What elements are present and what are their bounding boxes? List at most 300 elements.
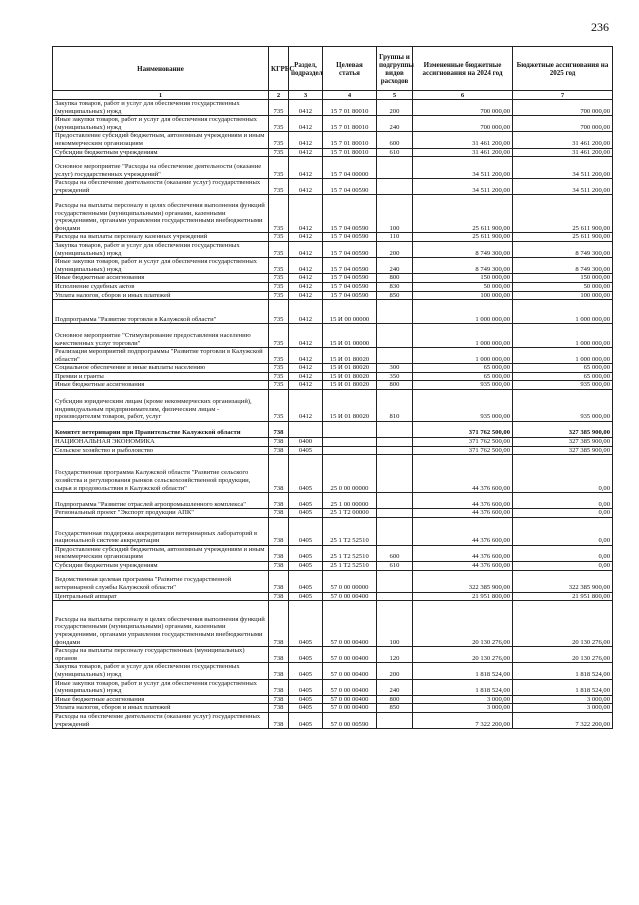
row-target: 15 7 04 00000: [323, 157, 377, 179]
row-name: Центральный аппарат: [53, 592, 269, 601]
row-group: 850: [377, 291, 413, 300]
row-kgrbs: 738: [269, 509, 289, 518]
table-row: [53, 562, 613, 571]
row-name: Реализация мероприятий подпрограммы "Развитие торговли в Калужской области": [53, 348, 269, 364]
table-row: [53, 241, 613, 257]
row-amount-2025: 25 611 900,00: [513, 233, 613, 242]
row-kgrbs: 735: [269, 195, 289, 233]
table-row: [53, 148, 613, 157]
row-amount-2024: 150 000,00: [413, 274, 513, 283]
row-target: 57 0 00 00400: [323, 592, 377, 601]
row-amount-2025: 3 000,00: [513, 695, 613, 704]
row-amount-2024: 44 376 600,00: [413, 517, 513, 545]
row-group: [377, 455, 413, 493]
table-row: [53, 274, 613, 283]
row-name: Закупка товаров, работ и услуг для обеспечения государственных (муниципальных) нужд: [53, 100, 269, 116]
row-amount-2024: 935 000,00: [413, 381, 513, 390]
row-kgrbs: 735: [269, 282, 289, 291]
row-amount-2024: 935 000,00: [413, 390, 513, 422]
row-amount-2025: 8 749 300,00: [513, 241, 613, 257]
row-amount-2024: 371 762 500,00: [413, 438, 513, 447]
table-row: [53, 258, 613, 274]
row-section: 0412: [289, 282, 323, 291]
row-amount-2025: 0,00: [513, 455, 613, 493]
column-number: 4: [323, 91, 377, 100]
row-kgrbs: 738: [269, 647, 289, 663]
table-row: [53, 233, 613, 242]
row-section: 0412: [289, 132, 323, 148]
row-section: 0412: [289, 381, 323, 390]
row-kgrbs: 738: [269, 438, 289, 447]
row-amount-2025: 8 749 300,00: [513, 258, 613, 274]
row-name: Расходы на обеспечение деятельности (оказание услуг) государственных учреждений: [53, 179, 269, 195]
row-amount-2025: 1 000 000,00: [513, 348, 613, 364]
row-section: 0405: [289, 446, 323, 455]
row-amount-2025: 327 385 900,00: [513, 446, 613, 455]
row-section: 0412: [289, 148, 323, 157]
row-group: 810: [377, 390, 413, 422]
row-group: 120: [377, 647, 413, 663]
row-kgrbs: 738: [269, 695, 289, 704]
row-group: [377, 179, 413, 195]
row-section: 0405: [289, 695, 323, 704]
row-section: 0412: [289, 241, 323, 257]
row-name: Уплата налогов, сборов и иных платежей: [53, 704, 269, 713]
row-amount-2025: 700 000,00: [513, 100, 613, 116]
row-name: Субсидии бюджетным учреждениям: [53, 148, 269, 157]
row-amount-2024: 25 611 900,00: [413, 195, 513, 233]
row-amount-2025: 20 130 276,00: [513, 647, 613, 663]
row-amount-2025: 50 000,00: [513, 282, 613, 291]
row-kgrbs: 738: [269, 455, 289, 493]
row-amount-2025: 25 611 900,00: [513, 195, 613, 233]
row-group: 200: [377, 663, 413, 679]
row-group: [377, 446, 413, 455]
row-section: 0405: [289, 517, 323, 545]
row-name: Социальное обеспечение и иные выплаты населению: [53, 364, 269, 373]
row-name: Исполнение судебных актов: [53, 282, 269, 291]
row-target: 15 7 04 00590: [323, 179, 377, 195]
table-row: [53, 132, 613, 148]
row-amount-2024: 1 818 524,00: [413, 663, 513, 679]
row-kgrbs: 735: [269, 274, 289, 283]
row-amount-2025: 0,00: [513, 562, 613, 571]
row-amount-2024: 65 000,00: [413, 364, 513, 373]
row-target: [323, 438, 377, 447]
row-target: 25 1 T2 52510: [323, 517, 377, 545]
row-target: 15 7 04 00590: [323, 258, 377, 274]
row-amount-2025: 20 130 276,00: [513, 601, 613, 647]
row-amount-2025: 322 385 900,00: [513, 570, 613, 592]
row-group: 240: [377, 116, 413, 132]
row-group: 800: [377, 695, 413, 704]
row-kgrbs: 735: [269, 300, 289, 324]
table-row: [53, 157, 613, 179]
row-section: [289, 422, 323, 438]
table-row: [53, 100, 613, 116]
row-amount-2025: 100 000,00: [513, 291, 613, 300]
row-name: Региональный проект "Экспорт продукции АПК": [53, 509, 269, 518]
row-amount-2025: 935 000,00: [513, 390, 613, 422]
row-name: Подпрограмма "Развитие торговли в Калужской области": [53, 300, 269, 324]
row-kgrbs: 735: [269, 258, 289, 274]
row-amount-2024: 25 611 900,00: [413, 233, 513, 242]
row-section: 0412: [289, 372, 323, 381]
row-amount-2024: 7 322 200,00: [413, 712, 513, 728]
row-target: 15 И 01 80020: [323, 390, 377, 422]
row-target: 57 0 00 00400: [323, 663, 377, 679]
row-target: 15 И 01 80020: [323, 348, 377, 364]
row-target: 15 7 04 00590: [323, 282, 377, 291]
row-section: 0412: [289, 300, 323, 324]
row-kgrbs: 735: [269, 390, 289, 422]
column-number: 7: [513, 91, 613, 100]
table-row: [53, 179, 613, 195]
table-row: [53, 509, 613, 518]
row-amount-2025: 0,00: [513, 493, 613, 509]
row-kgrbs: 738: [269, 446, 289, 455]
row-amount-2025: 34 511 200,00: [513, 157, 613, 179]
row-name: Премии и гранты: [53, 372, 269, 381]
row-target: 57 0 00 00400: [323, 601, 377, 647]
row-kgrbs: 735: [269, 372, 289, 381]
row-amount-2024: 44 376 600,00: [413, 562, 513, 571]
row-target: [323, 446, 377, 455]
row-section: 0412: [289, 324, 323, 348]
row-group: 350: [377, 372, 413, 381]
table-row: [53, 348, 613, 364]
row-amount-2025: 935 000,00: [513, 381, 613, 390]
row-section: 0412: [289, 291, 323, 300]
row-target: 15 И 01 80020: [323, 381, 377, 390]
row-name: Иные бюджетные ассигнования: [53, 695, 269, 704]
row-name: Расходы на выплаты персоналу казенных учреждений: [53, 233, 269, 242]
row-target: 15 7 04 00590: [323, 274, 377, 283]
row-target: 15 7 01 80010: [323, 132, 377, 148]
row-kgrbs: 738: [269, 663, 289, 679]
row-target: 25 1 00 00000: [323, 493, 377, 509]
table-row: [53, 291, 613, 300]
row-kgrbs: 738: [269, 493, 289, 509]
row-amount-2024: 3 000,00: [413, 695, 513, 704]
row-kgrbs: 738: [269, 570, 289, 592]
row-section: 0412: [289, 258, 323, 274]
row-target: 15 И 01 80020: [323, 364, 377, 373]
row-name: Закупка товаров, работ и услуг для обеспечения государственных (муниципальных) нужд: [53, 241, 269, 257]
header-kgrbs: КГРБС: [269, 47, 289, 91]
row-kgrbs: 738: [269, 592, 289, 601]
row-kgrbs: 735: [269, 148, 289, 157]
table-row: [53, 282, 613, 291]
row-kgrbs: 738: [269, 517, 289, 545]
table-row: [53, 300, 613, 324]
row-section: 0405: [289, 455, 323, 493]
table-row: [53, 324, 613, 348]
row-name: Государственная поддержка аккредитации ветеринарных лабораторий в национальной системе аккредитации: [53, 517, 269, 545]
column-number: 6: [413, 91, 513, 100]
row-group: [377, 509, 413, 518]
row-group: 100: [377, 195, 413, 233]
row-section: 0412: [289, 179, 323, 195]
row-amount-2024: 1 000 000,00: [413, 348, 513, 364]
row-amount-2025: 34 511 200,00: [513, 179, 613, 195]
row-target: 15 И 01 00000: [323, 324, 377, 348]
row-amount-2024: 322 385 900,00: [413, 570, 513, 592]
row-section: 0405: [289, 712, 323, 728]
row-group: 110: [377, 233, 413, 242]
row-section: 0405: [289, 509, 323, 518]
table-row: [53, 601, 613, 647]
row-name: Предоставление субсидий бюджетным, автономным учреждениям и иным некоммерческим организациям: [53, 132, 269, 148]
row-amount-2024: 20 130 276,00: [413, 601, 513, 647]
row-amount-2025: 31 461 200,00: [513, 132, 613, 148]
row-section: 0405: [289, 647, 323, 663]
row-kgrbs: 735: [269, 348, 289, 364]
row-name: Закупка товаров, работ и услуг для обеспечения государственных (муниципальных) нужд: [53, 663, 269, 679]
row-amount-2024: 1 000 000,00: [413, 300, 513, 324]
row-amount-2025: 1 818 524,00: [513, 679, 613, 695]
row-group: 240: [377, 679, 413, 695]
row-target: 15 7 04 00590: [323, 233, 377, 242]
row-section: 0412: [289, 348, 323, 364]
row-section: 0405: [289, 601, 323, 647]
row-amount-2024: 3 000,00: [413, 704, 513, 713]
column-number-row: [53, 91, 613, 100]
row-group: [377, 348, 413, 364]
row-group: 200: [377, 100, 413, 116]
table-row: [53, 493, 613, 509]
row-amount-2024: 1 818 524,00: [413, 679, 513, 695]
row-amount-2024: 20 130 276,00: [413, 647, 513, 663]
row-name: Иные закупки товаров, работ и услуг для обеспечения государственных (муниципальных) нужд: [53, 679, 269, 695]
row-name: Уплата налогов, сборов и иных платежей: [53, 291, 269, 300]
row-group: 600: [377, 545, 413, 561]
row-amount-2025: 1 000 000,00: [513, 300, 613, 324]
row-section: 0405: [289, 493, 323, 509]
row-name: Основное мероприятие "Стимулирование предоставления населению качественных услуг торговли": [53, 324, 269, 348]
column-number: 5: [377, 91, 413, 100]
row-amount-2025: 0,00: [513, 509, 613, 518]
row-amount-2024: 371 762 500,00: [413, 422, 513, 438]
row-name: НАЦИОНАЛЬНАЯ ЭКОНОМИКА: [53, 438, 269, 447]
row-amount-2025: 700 000,00: [513, 116, 613, 132]
row-kgrbs: 735: [269, 241, 289, 257]
row-section: 0412: [289, 100, 323, 116]
row-target: 25 1 T2 52510: [323, 562, 377, 571]
row-group: 240: [377, 258, 413, 274]
row-name: Подпрограмма "Развитие отраслей агропромышленного комплекса": [53, 493, 269, 509]
table-row: [53, 446, 613, 455]
column-number: 2: [269, 91, 289, 100]
table-row: [53, 647, 613, 663]
row-amount-2024: 1 000 000,00: [413, 324, 513, 348]
table-row: [53, 663, 613, 679]
row-kgrbs: 735: [269, 132, 289, 148]
row-amount-2025: 0,00: [513, 517, 613, 545]
table-row: [53, 455, 613, 493]
table-row: [53, 695, 613, 704]
row-amount-2024: 44 376 600,00: [413, 545, 513, 561]
row-kgrbs: 738: [269, 679, 289, 695]
row-section: 0412: [289, 233, 323, 242]
row-amount-2024: 21 951 800,00: [413, 592, 513, 601]
row-section: 0405: [289, 570, 323, 592]
row-amount-2025: 150 000,00: [513, 274, 613, 283]
row-amount-2024: 34 511 200,00: [413, 157, 513, 179]
row-section: 0405: [289, 663, 323, 679]
table-row: [53, 517, 613, 545]
row-section: 0405: [289, 562, 323, 571]
row-kgrbs: 735: [269, 157, 289, 179]
column-number: 3: [289, 91, 323, 100]
row-name: Расходы на выплаты персоналу государственных (муниципальных) органов: [53, 647, 269, 663]
row-group: 850: [377, 704, 413, 713]
row-target: [323, 422, 377, 438]
header-target: Целевая статья: [323, 47, 377, 91]
row-kgrbs: 735: [269, 381, 289, 390]
row-section: 0405: [289, 679, 323, 695]
table-row: [53, 704, 613, 713]
row-group: [377, 324, 413, 348]
row-group: 800: [377, 381, 413, 390]
row-amount-2024: 44 376 600,00: [413, 455, 513, 493]
row-group: [377, 570, 413, 592]
row-amount-2024: 371 762 500,00: [413, 446, 513, 455]
page-number: 236: [591, 20, 609, 34]
row-section: 0412: [289, 390, 323, 422]
row-target: 15 7 04 00590: [323, 241, 377, 257]
row-group: [377, 300, 413, 324]
row-kgrbs: 735: [269, 364, 289, 373]
table-row: [53, 592, 613, 601]
row-target: 15 И 00 00000: [323, 300, 377, 324]
row-target: 57 0 00 00400: [323, 647, 377, 663]
row-kgrbs: 735: [269, 179, 289, 195]
budget-table: [52, 46, 613, 729]
row-target: 25 0 00 00000: [323, 455, 377, 493]
table-row: [53, 679, 613, 695]
table-header-row: [53, 47, 613, 91]
row-amount-2025: 65 000,00: [513, 364, 613, 373]
row-kgrbs: 735: [269, 324, 289, 348]
row-name: Сельское хозяйство и рыболовство: [53, 446, 269, 455]
row-amount-2024: 8 749 300,00: [413, 258, 513, 274]
row-section: 0400: [289, 438, 323, 447]
row-kgrbs: 735: [269, 233, 289, 242]
table-row: [53, 364, 613, 373]
row-amount-2025: 65 000,00: [513, 372, 613, 381]
row-kgrbs: 735: [269, 116, 289, 132]
row-group: [377, 712, 413, 728]
row-amount-2025: 3 000,00: [513, 704, 613, 713]
row-group: [377, 592, 413, 601]
row-group: [377, 157, 413, 179]
row-name: Расходы на выплаты персоналу в целях обеспечения выполнения функций государственными (муниципальными) органами, казенными учреждениями, органами управления государственными внебюджетными фондами: [53, 195, 269, 233]
row-section: 0412: [289, 195, 323, 233]
row-group: 610: [377, 562, 413, 571]
row-amount-2024: 50 000,00: [413, 282, 513, 291]
row-name: Государственная программа Калужской области "Развитие сельского хозяйства и регулирования рынков сельскохозяйственной продукции, сырья и продовольствия в Калужской области": [53, 455, 269, 493]
table-row: [53, 438, 613, 447]
row-name: Иные бюджетные ассигнования: [53, 274, 269, 283]
row-target: 15 7 01 80010: [323, 148, 377, 157]
header-groups: Группы и подгруппы видов расходов: [377, 47, 413, 91]
row-group: 610: [377, 148, 413, 157]
table-row: [53, 372, 613, 381]
row-target: 25 1 T2 00000: [323, 509, 377, 518]
row-kgrbs: 738: [269, 704, 289, 713]
row-name: Ведомственная целевая программа "Развитие государственной ветеринарной службы Калужской области": [53, 570, 269, 592]
row-group: 100: [377, 601, 413, 647]
row-name: Расходы на выплаты персоналу в целях обеспечения выполнения функций государственными (муниципальными) органами, казенными учреждениями, органами управления государственными внебюджетными фондами: [53, 601, 269, 647]
header-changed-2024: Измененные бюджетные ассигнования на 2024 год: [413, 47, 513, 91]
row-section: 0412: [289, 116, 323, 132]
row-target: 57 0 00 00590: [323, 712, 377, 728]
table-row: [53, 381, 613, 390]
column-number: 1: [53, 91, 269, 100]
row-kgrbs: 735: [269, 100, 289, 116]
row-target: 57 0 00 00400: [323, 695, 377, 704]
row-amount-2025: 0,00: [513, 545, 613, 561]
row-kgrbs: 738: [269, 712, 289, 728]
row-name: Иные закупки товаров, работ и услуг для обеспечения государственных (муниципальных) нужд: [53, 258, 269, 274]
row-target: 15 7 01 80010: [323, 116, 377, 132]
row-target: 57 0 00 00400: [323, 679, 377, 695]
row-section: 0405: [289, 592, 323, 601]
row-name: Предоставление субсидий бюджетным, автономным учреждениям и иным некоммерческим организациям: [53, 545, 269, 561]
row-group: [377, 422, 413, 438]
row-amount-2024: 700 000,00: [413, 100, 513, 116]
row-group: [377, 493, 413, 509]
row-section: 0412: [289, 274, 323, 283]
row-group: 800: [377, 274, 413, 283]
row-section: 0405: [289, 545, 323, 561]
row-name: Иные бюджетные ассигнования: [53, 381, 269, 390]
row-kgrbs: 738: [269, 422, 289, 438]
row-amount-2024: 44 376 600,00: [413, 509, 513, 518]
row-kgrbs: 735: [269, 291, 289, 300]
row-name: Основное мероприятие "Расходы на обеспечение деятельности (оказание услуг) государственных учреждений": [53, 157, 269, 179]
row-amount-2024: 44 376 600,00: [413, 493, 513, 509]
row-group: 300: [377, 364, 413, 373]
row-amount-2025: 7 322 200,00: [513, 712, 613, 728]
row-group: [377, 438, 413, 447]
row-kgrbs: 738: [269, 601, 289, 647]
row-target: 25 1 T2 52510: [323, 545, 377, 561]
row-amount-2025: 327 385 900,00: [513, 438, 613, 447]
row-name: Субсидии бюджетным учреждениям: [53, 562, 269, 571]
header-budget-2025: Бюджетные ассигнования на 2025 год: [513, 47, 613, 91]
row-amount-2025: 21 951 800,00: [513, 592, 613, 601]
row-group: [377, 517, 413, 545]
table-row: [53, 545, 613, 561]
row-target: 15 7 01 80010: [323, 100, 377, 116]
row-target: 15 7 04 00590: [323, 291, 377, 300]
row-kgrbs: 738: [269, 545, 289, 561]
row-amount-2024: 65 000,00: [413, 372, 513, 381]
row-group: 600: [377, 132, 413, 148]
row-target: 15 7 04 00590: [323, 195, 377, 233]
row-section: 0412: [289, 364, 323, 373]
row-section: 0412: [289, 157, 323, 179]
row-amount-2025: 327 385 900,00: [513, 422, 613, 438]
table-row: [53, 570, 613, 592]
row-target: 57 0 00 00400: [323, 704, 377, 713]
row-name: Субсидии юридическим лицам (кроме некоммерческих организаций), индивидуальным предпринимателям, физическим лицам - производителям товаров, работ, услуг: [53, 390, 269, 422]
row-amount-2025: 1 000 000,00: [513, 324, 613, 348]
header-name: Наименование: [53, 47, 269, 91]
row-group: 830: [377, 282, 413, 291]
